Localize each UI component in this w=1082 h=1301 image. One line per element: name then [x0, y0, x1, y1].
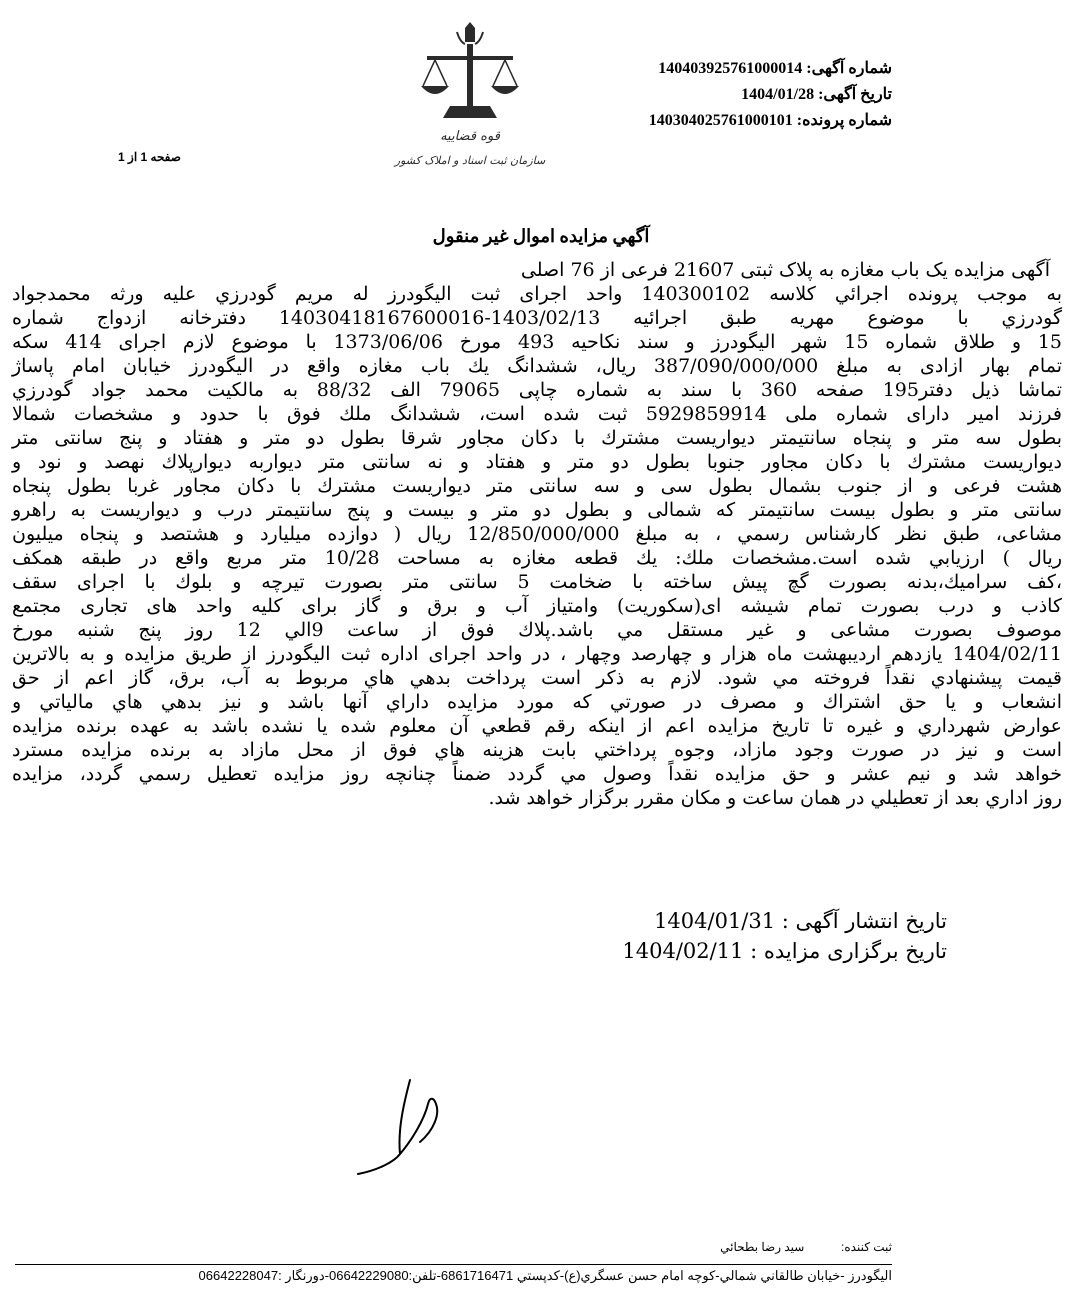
body-line: گودرزي با موضوع مهريه طبق اجرائيه 1403/02/13-14030418167600016 دفترخانه ازدواج شماره — [12, 307, 1062, 329]
body-line: خواهد شد و نيم عشر و حق مزايده نقداً وصول مي گردد ضمناً چنانچه روز مزايده تعطيل رسمي گردد، مزايده — [12, 763, 1062, 785]
body-line: بطول سه متر و پنجاه سانتيمتر ديواريست مشترك با دكان مجاور شرقا بطول دو متر و هفتاد و پنج سانتی متر — [12, 427, 1062, 449]
notice-date-label: تاریخ آگهی: — [818, 86, 892, 103]
registrar-label: ثبت كننده: — [841, 1240, 892, 1254]
body-line: تمام بهار ازادی به مبلغ 387/090/000/000 ريال، ششدانگ يك باب مغازه واقع در اليگودرز خيابان امام پاساژ — [12, 355, 1062, 377]
body-line: آگهی مزایده یک باب مغازه به پلاک ثبتی 21607 فرعی از 76 اصلی — [520, 259, 1050, 281]
body-line: هشت فرعی و از جنوب بشمال بطول سی و سه سانتی متر ديواريست مشترك با دكان مجاور غربا بطول پنجاه — [12, 475, 1062, 497]
body-line: عوارض شهرداري و غيره تا تاريخ مزايده اعم از اينكه رقم قطعي آن معلوم شده يا نشده باشد به عهده برنده مزايده — [12, 715, 1062, 737]
notice-title: آگهي مزايده اموال غير منقول — [432, 226, 650, 246]
body-line: فرزند امير دارای شماره ملی 5929859914 ثبت شده است، ششدانگ ملك فوق با حدود و مشخصات شمالا — [12, 403, 1062, 425]
body-line: تماشا ذيل دفتر195 صفحه 360 با سند به شماره چاپی 79065 الف 88/32 به مالكيت محمد جواد گودرزي — [12, 379, 1063, 401]
footer-divider — [15, 1264, 892, 1265]
body-line: ،كف سراميك،بدنه بصورت گچ پيش ساخته با ضخامت 5 سانتی متر بصورت تيرچه و بلوك با اجرای سقف — [12, 571, 1062, 593]
publish-date: 1404/01/31 — [654, 909, 776, 933]
body-line: انشعاب و يا حق اشتراك و مصرف در صورتي كه مورد مزايده داراي آنها باشد و نيز بدهي هاي مالياتي و — [12, 691, 1062, 713]
notice-meta — [649, 56, 892, 134]
notice-dates — [622, 906, 947, 966]
auction-date-label: تاریخ برگزاری مزایده : — [750, 939, 947, 963]
case-number: 140304025761000101 — [648, 112, 793, 129]
body-line: به موجب پرونده اجرائي كلاسه 140300102 واحد اجرای ثبت اليگودرز له مريم گودرزي عليه ورثه محمدجواد — [12, 283, 1062, 305]
notice-number-label: شماره آگهی: — [806, 60, 892, 77]
notice-date-row — [649, 82, 892, 108]
body-line: ديواريست مشترك با دكان مجاور جنوبا بطول دو متر و هفتاد و نه سانتی متر ديواربه ديوارپلاك نهصد و نود و — [12, 451, 1062, 473]
handwritten-signature-icon — [350, 1070, 460, 1180]
registrar-name: سيد رضا بطحائي — [720, 1240, 805, 1254]
notice-date: 1404/01/28 — [741, 86, 815, 103]
judiciary-scales-emblem-icon — [394, 22, 546, 187]
publish-date-label: تاریخ انتشار آگهی : — [781, 909, 947, 933]
body-line: ريال ) ارزيابي شده است.مشخصات ملك: يك قطعه مغازه به مساحت 10/28 متر مربع واقع در طبقه همكف — [12, 547, 1063, 569]
body-line: سانتی متر و بطول بيست سانتيمتر كه شمالی و بطول دو متر و بيست و پنج سانتيمتر درب و ديواريست به راهرو — [12, 499, 1062, 521]
body-line: 1404/02/11 يازدهم ارديبهشت ماه هزار و چهارصد وچهار ، در واحد اجرای اداره ثبت اليگودرز از طريق مزايده و به بالاترين — [12, 643, 1062, 665]
page-indicator: صفحه 1 از 1 — [118, 150, 181, 164]
notice-number: 140403925761000014 — [658, 60, 803, 77]
body-line: است و نيز در صورت وجود مازاد، وجوه پرداختي بابت هزينه هاي فوق از محل مازاد به برنده مزايده مسترد — [12, 739, 1062, 761]
footer-address: اليگودرز -خيابان طالقاني شمالي-كوچه امام حسن عسگري(ع)-كدپستي 6861716471-تلفن:06642229080-دورنگار :06642228047 — [198, 1268, 892, 1283]
publish-date-row — [622, 906, 947, 936]
body-line: 15 و طلاق شماره 15 شهر اليگودرز و سند نكاحيه 493 مورخ 1373/06/06 با موضوع لازم اجرای 414 سکه — [12, 331, 1063, 353]
logo-org-line2: سازمان ثبت اسناد و املاک کشور — [394, 154, 546, 167]
auction-date: 1404/02/11 — [622, 939, 744, 963]
case-number-label: شماره پرونده: — [796, 112, 892, 129]
registrar — [720, 1240, 892, 1254]
body-line: كاذب و درب بصورت تمام شيشه ای(سكوريت) وامتياز آب و برق و گاز برای كليه واحد های تجاری مجتمع — [12, 595, 1062, 617]
case-number-row — [649, 108, 892, 134]
notice-number-row — [649, 56, 892, 82]
body-line: مشاعی، طبق نظر كارشناس رسمي ، به مبلغ 12/850/000/000 ريال ( دوازده ميليارد و هشتصد و پنجاه ميليون — [12, 523, 1062, 545]
logo-org-line1: قوه قضاییه — [440, 129, 500, 144]
body-line: موصوف بصورت مشاعی و غير مستقل مي باشد.پلاك فوق از ساعت 9الي 12 روز پنج شنبه مورخ — [12, 619, 1062, 641]
auction-date-row — [622, 936, 947, 966]
body-line: قيمت پيشنهادي نقداً فروخته مي شود. لازم به ذكر است پرداخت بدهي هاي مربوط به آب، برق، گاز اعم از حق — [12, 667, 1062, 689]
body-line: روز اداري بعد از تعطيلي در همان ساعت و مكان مقرر برگزار خواهد شد. — [488, 787, 1062, 809]
notice-body — [12, 258, 1062, 810]
